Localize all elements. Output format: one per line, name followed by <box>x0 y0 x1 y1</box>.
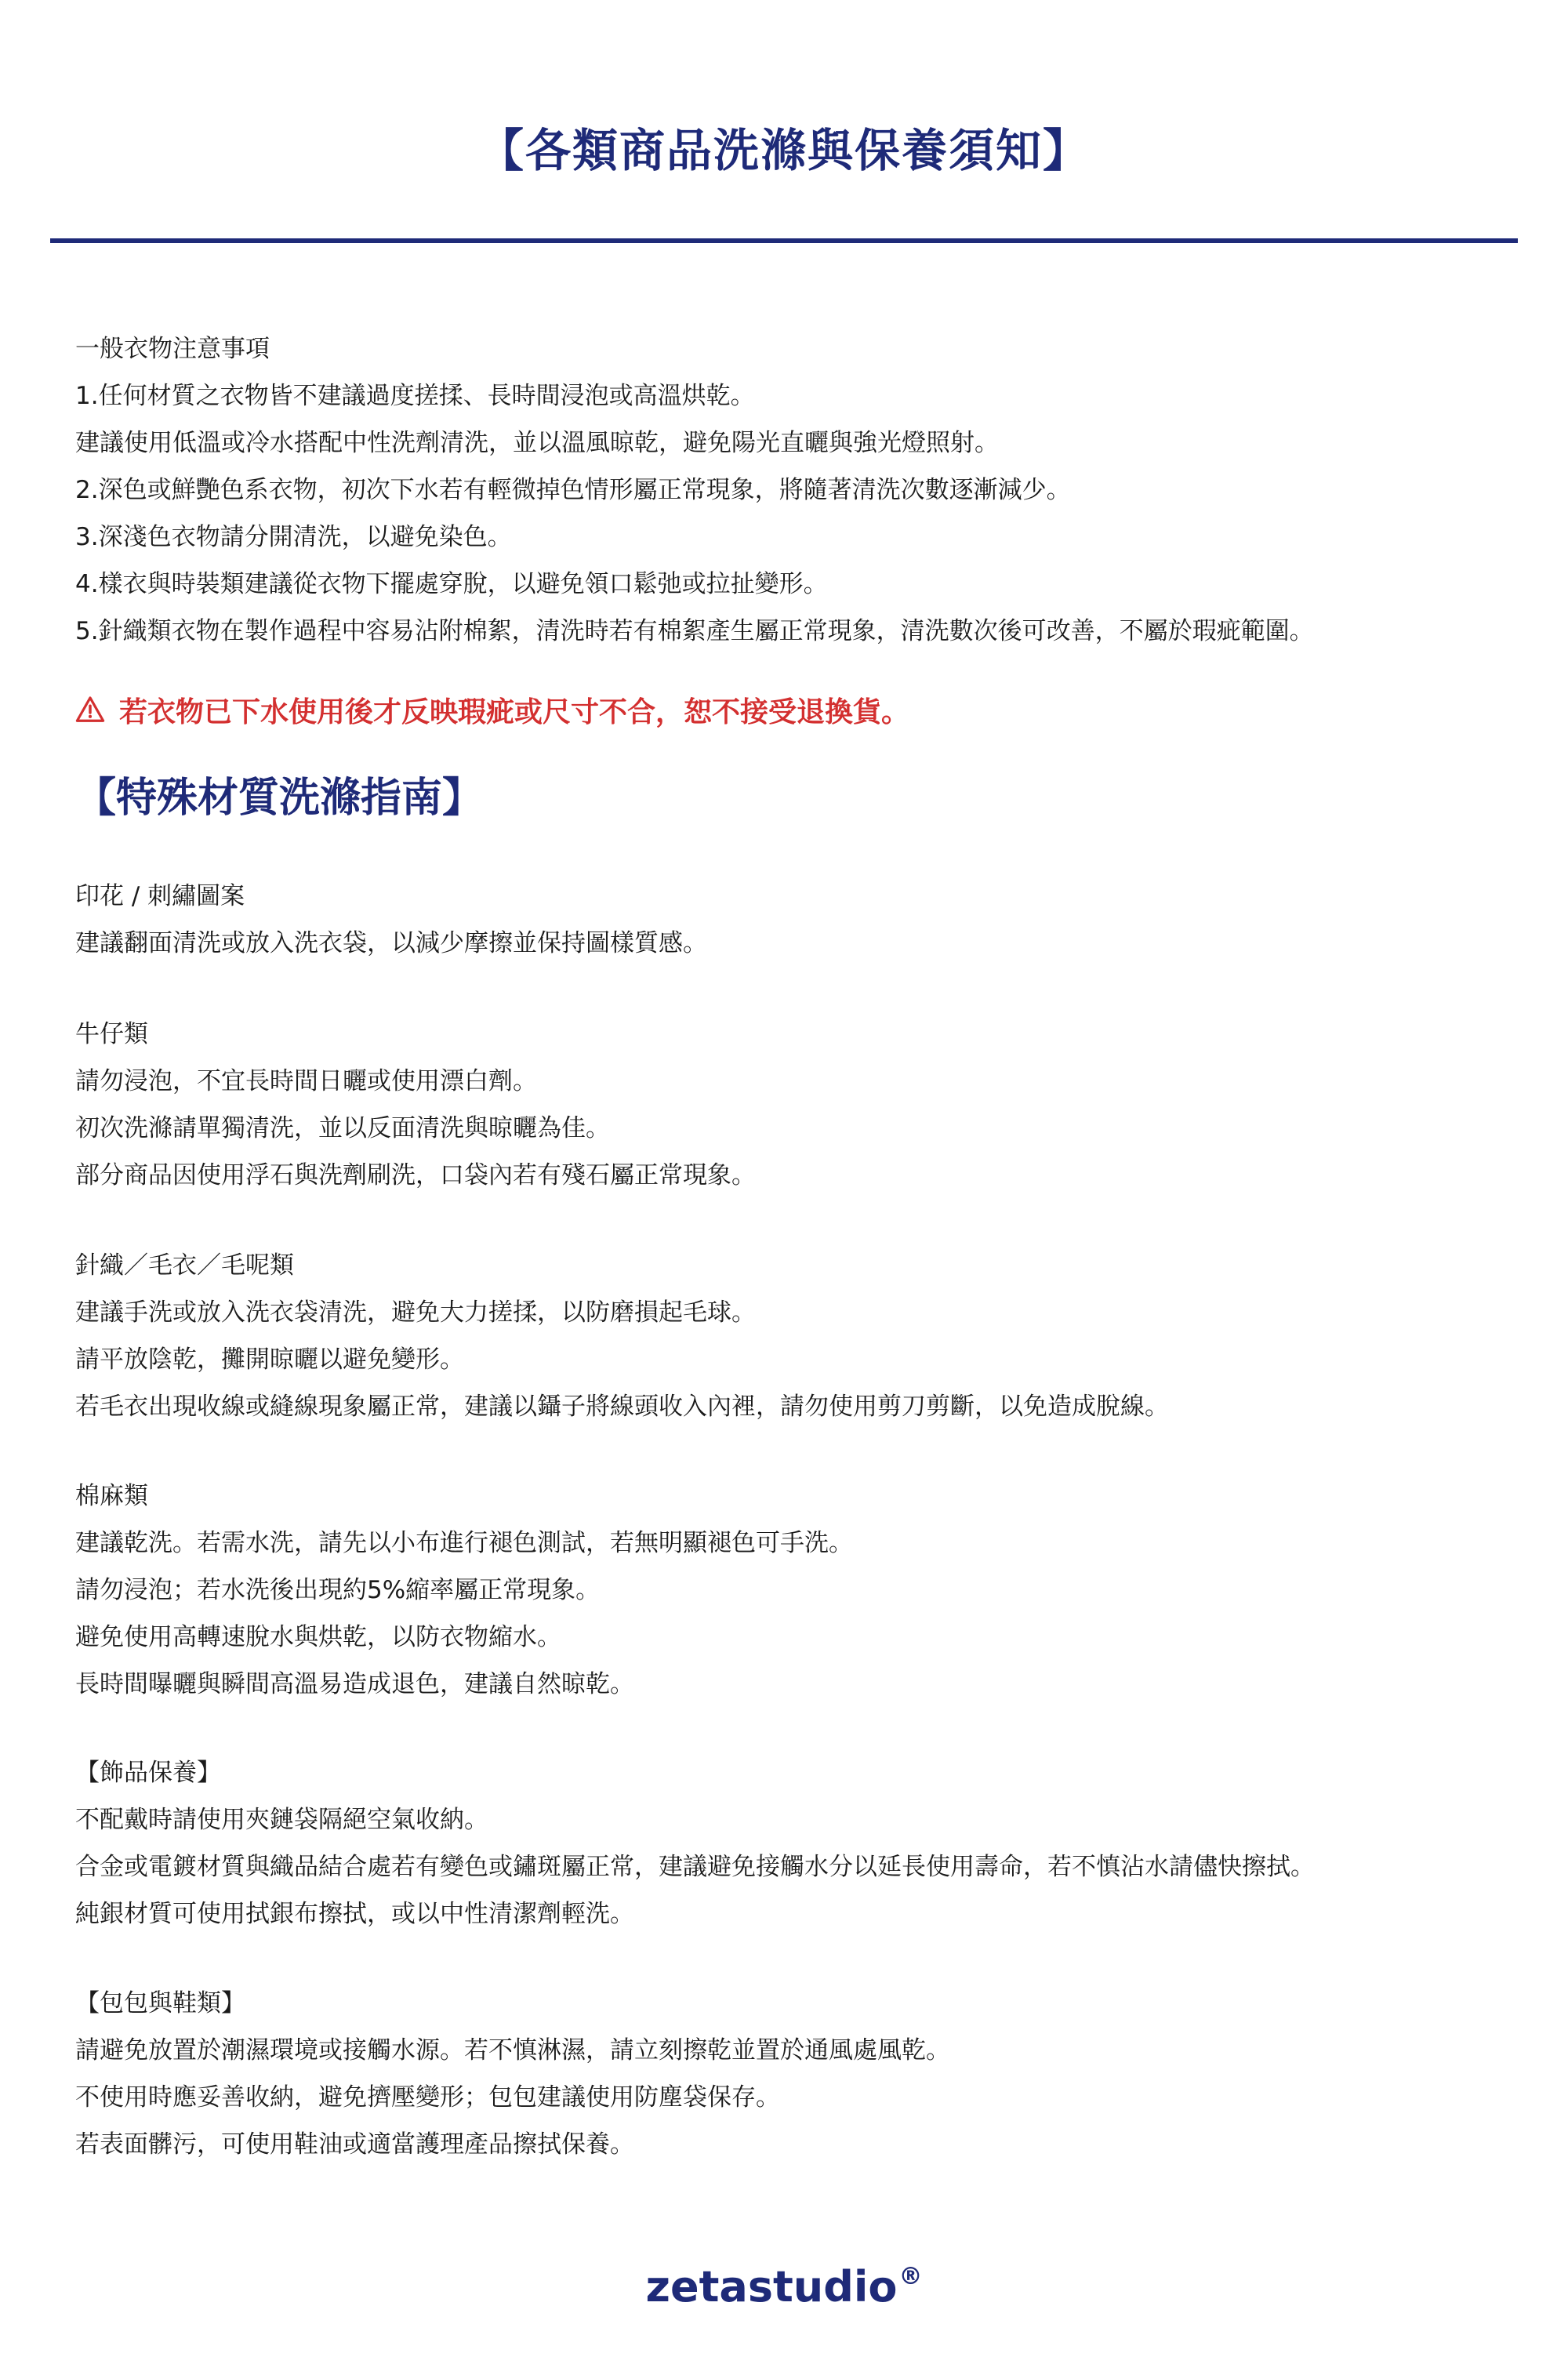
denim-section <box>75 1011 1534 1199</box>
list-item: 5.針織類衣物在製作過程中容易沾附棉絮，清洗時若有棉絮產生屬正常現象，清洗數次後可改善，不屬於瑕疵範圍。 <box>75 617 1314 645</box>
list-item: 3.深淺色衣物請分開清洗，以避免染色。 <box>75 523 512 551</box>
list-item: 請避免放置於潮濕環境或接觸水源。若不慎淋濕，請立刻擦乾並置於通風處風乾。 <box>75 2036 950 2065</box>
section-heading: 【包包與鞋類】 <box>75 1989 245 2017</box>
special-materials-title: 【特殊材質洗滌指南】 <box>75 775 484 822</box>
knitwear-section <box>75 1242 1534 1430</box>
page-title: 【各類商品洗滌與保養須知】 <box>477 124 1090 177</box>
list-item: 部分商品因使用浮石與洗劑刷洗，口袋內若有殘石屬正常現象。 <box>75 1161 756 1189</box>
list-item: 4.樣衣與時裝類建議從衣物下擺處穿脫，以避免領口鬆弛或拉扯變形。 <box>75 570 828 598</box>
print-embroidery-section <box>75 873 1534 967</box>
list-item: 長時間曝曬與瞬間高溫易造成退色，建議自然晾乾。 <box>75 1670 634 1698</box>
list-item: 不配戴時請使用夾鏈袋隔絕空氣收納。 <box>75 1806 488 1834</box>
accessories-section <box>75 1749 1534 1937</box>
list-item: 建議手洗或放入洗衣袋清洗，避免大力搓揉，以防磨損起毛球。 <box>75 1298 756 1327</box>
list-item: 避免使用高轉速脫水與烘乾，以防衣物縮水。 <box>75 1623 561 1651</box>
brand-name: zetastudio <box>645 2262 898 2311</box>
list-item: 若表面髒污，可使用鞋油或適當護理產品擦拭保養。 <box>75 2130 634 2159</box>
registered-mark: ® <box>898 2263 923 2290</box>
list-item: 純銀材質可使用拭銀布擦拭，或以中性清潔劑輕洗。 <box>75 1900 634 1928</box>
cotton-linen-section <box>75 1473 1534 1708</box>
section-heading: 針織／毛衣／毛呢類 <box>75 1251 294 1280</box>
list-item: 若毛衣出現收線或縫線現象屬正常，建議以鑷子將線頭收入內裡，請勿使用剪刀剪斷，以免造成脫線。 <box>75 1393 1169 1421</box>
list-item: 建議使用低溫或冷水搭配中性洗劑清洗，並以溫風晾乾，避免陽光直曬與強光燈照射。 <box>75 429 999 457</box>
warning-text: 若衣物已下水使用後才反映瑕疵或尺寸不合，恕不接受退換貨。 <box>119 695 910 728</box>
list-item: 請勿浸泡；若水洗後出現約5%縮率屬正常現象。 <box>75 1576 601 1604</box>
list-item: 不使用時應妥善收納，避免擠壓變形；包包建議使用防塵袋保存。 <box>75 2083 780 2112</box>
list-item: 請勿浸泡，不宜長時間日曬或使用漂白劑。 <box>75 1067 537 1095</box>
section-heading: 【飾品保養】 <box>75 1759 221 1787</box>
list-item: 請平放陰乾，攤開晾曬以避免變形。 <box>75 1345 464 1374</box>
list-item: 合金或電鍍材質與織品結合處若有變色或鏽斑屬正常，建議避免接觸水分以延長使用壽命，若不慎沾水請儘快擦拭。 <box>75 1853 1315 1881</box>
section-heading: 印花 / 刺繡圖案 <box>75 882 245 910</box>
section-heading: 棉麻類 <box>75 1482 148 1510</box>
list-item: 1.任何材質之衣物皆不建議過度搓揉、長時間浸泡或高溫烘乾。 <box>75 382 755 410</box>
title-divider <box>50 238 1518 243</box>
warning-notice <box>75 686 909 733</box>
warning-triangle-icon <box>75 695 105 724</box>
list-item: 建議翻面清洗或放入洗衣袋，以減少摩擦並保持圖樣質感。 <box>75 929 707 957</box>
list-item: 建議乾洗。若需水洗，請先以小布進行褪色測試，若無明顯褪色可手洗。 <box>75 1529 853 1557</box>
section-heading: 牛仔類 <box>75 1020 148 1048</box>
brand-logo <box>0 2247 1568 2317</box>
section-heading: 一般衣物注意事項 <box>75 335 270 363</box>
bags-shoes-section <box>75 1980 1534 2168</box>
list-item: 2.深色或鮮艷色系衣物，初次下水若有輕微掉色情形屬正常現象，將隨著清洗次數逐漸減少。 <box>75 476 1071 504</box>
list-item: 初次洗滌請單獨清洗，並以反面清洗與晾曬為佳。 <box>75 1114 610 1142</box>
general-care-section <box>75 325 1534 655</box>
